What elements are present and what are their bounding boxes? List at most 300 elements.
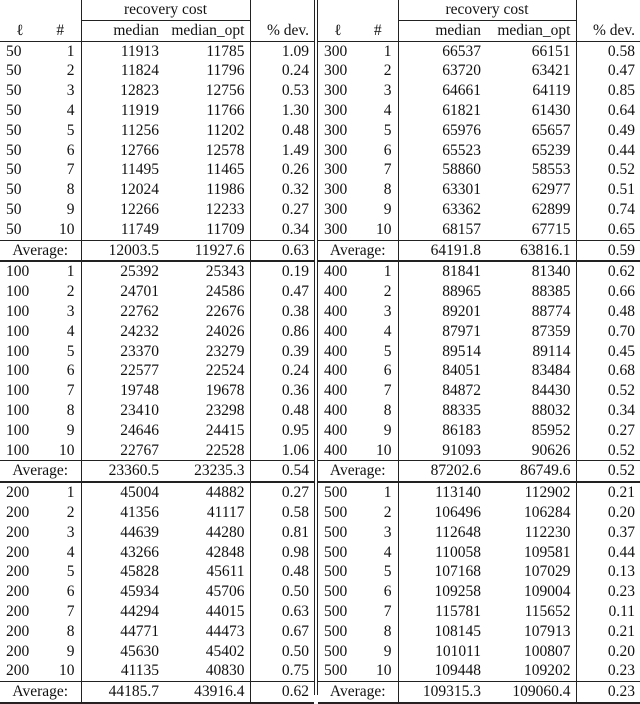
table-row <box>0 81 314 101</box>
table-row <box>0 482 314 503</box>
ell-cell: 500 <box>324 622 348 640</box>
ell-cell: 100 <box>6 283 30 301</box>
ell-cell: 300 <box>324 141 348 159</box>
table-row <box>0 200 314 220</box>
ell-cell: 300 <box>324 101 348 119</box>
dev-cell: 0.27 <box>250 482 314 503</box>
ell-cell: 400 <box>324 283 348 301</box>
ell-cell: 200 <box>6 622 30 640</box>
dev-cell: 0.49 <box>576 121 640 141</box>
header-recovery-cost: recovery cost <box>81 0 250 20</box>
instance-number-cell: 4 <box>66 101 75 119</box>
table-row <box>318 441 640 461</box>
median-opt-cell: 44882 <box>205 484 245 502</box>
median-opt-cell: 44473 <box>205 622 245 640</box>
average-dev: 0.62 <box>250 682 314 703</box>
ell-cell: 300 <box>324 82 348 100</box>
header-empty <box>318 0 398 20</box>
median-cell: 110058 <box>398 543 486 563</box>
instance-number-cell: 3 <box>66 302 75 320</box>
header-row-columns <box>318 20 640 41</box>
table-row <box>0 101 314 121</box>
average-median: 87202.6 <box>398 461 486 482</box>
instance-number-cell: 2 <box>383 503 392 521</box>
dev-cell: 0.62 <box>576 261 640 282</box>
header-row-group <box>318 0 640 20</box>
header-empty <box>576 0 640 20</box>
ell-cell: 400 <box>324 302 348 320</box>
table-row <box>0 160 314 180</box>
instance-number-cell: 5 <box>383 563 392 581</box>
median-opt-cell: 24586 <box>205 283 245 301</box>
median-cell: 58860 <box>398 160 486 180</box>
average-label: Average: <box>0 682 81 703</box>
ell-cell: 400 <box>324 401 348 419</box>
median-opt-cell: 89114 <box>532 342 571 360</box>
dev-cell: 0.23 <box>576 582 640 602</box>
table-row <box>0 282 314 302</box>
instance-number-cell: 5 <box>383 342 392 360</box>
instance-number-cell: 4 <box>66 543 75 561</box>
header-dev: % dev. <box>576 20 640 41</box>
instance-number-cell: 8 <box>383 401 392 419</box>
ell-cell: 100 <box>6 362 30 380</box>
table-row <box>318 261 640 282</box>
median-opt-cell: 84430 <box>531 382 571 400</box>
dev-cell: 0.50 <box>250 642 314 662</box>
ell-cell: 200 <box>6 503 30 521</box>
header-row-group <box>0 0 314 20</box>
instance-number-cell: 5 <box>383 121 392 139</box>
average-row <box>0 682 314 703</box>
header-row-columns <box>0 20 314 41</box>
instance-number-cell: 8 <box>66 622 75 640</box>
ell-cell: 50 <box>6 42 22 60</box>
instance-number-cell: 2 <box>66 283 75 301</box>
median-opt-cell: 63421 <box>531 62 571 80</box>
median-cell: 63720 <box>398 61 486 81</box>
dev-cell: 0.52 <box>576 381 640 401</box>
header-empty <box>250 0 314 20</box>
median-cell: 44294 <box>81 602 164 622</box>
table-row <box>0 401 314 421</box>
median-opt-cell: 45402 <box>205 642 245 660</box>
table-row <box>318 482 640 503</box>
ell-cell: 300 <box>324 200 348 218</box>
median-cell: 45630 <box>81 642 164 662</box>
instance-number-cell: 10 <box>59 441 75 459</box>
median-opt-cell: 65657 <box>531 121 571 139</box>
median-opt-cell: 88385 <box>531 283 571 301</box>
table-row <box>318 361 640 381</box>
dev-cell: 0.65 <box>576 220 640 240</box>
dev-cell: 0.52 <box>576 441 640 461</box>
dev-cell: 0.44 <box>576 543 640 563</box>
instance-number-cell: 4 <box>66 322 75 340</box>
median-cell: 101011 <box>398 642 486 662</box>
median-opt-cell: 107029 <box>524 563 571 581</box>
table-row <box>0 661 314 681</box>
median-cell: 81841 <box>398 261 486 282</box>
median-cell: 11495 <box>81 160 164 180</box>
median-cell: 84872 <box>398 381 486 401</box>
median-cell: 106496 <box>398 503 486 523</box>
instance-number-cell: 6 <box>66 141 75 159</box>
median-opt-cell: 109004 <box>524 583 571 601</box>
instance-number-cell: 10 <box>376 662 392 680</box>
median-opt-cell: 106284 <box>524 503 571 521</box>
median-cell: 89201 <box>398 302 486 322</box>
instance-number-cell: 2 <box>66 62 75 80</box>
median-opt-cell: 88032 <box>531 401 571 419</box>
median-opt-cell: 40830 <box>205 662 245 680</box>
median-opt-cell: 11796 <box>206 62 245 80</box>
ell-cell: 100 <box>6 441 30 459</box>
table-row <box>318 401 640 421</box>
average-row <box>318 682 640 703</box>
instance-number-cell: 9 <box>66 200 75 218</box>
median-cell: 112648 <box>398 523 486 543</box>
dev-cell: 0.47 <box>576 61 640 81</box>
table-row <box>318 302 640 322</box>
table-row <box>318 562 640 582</box>
median-cell: 84051 <box>398 361 486 381</box>
median-cell: 45004 <box>81 482 164 503</box>
ell-cell: 200 <box>6 642 30 660</box>
ell-cell: 200 <box>6 602 30 620</box>
dev-cell: 0.27 <box>250 200 314 220</box>
dev-cell: 0.13 <box>576 562 640 582</box>
ell-cell: 400 <box>324 421 348 439</box>
median-cell: 45934 <box>81 582 164 602</box>
instance-number-cell: 7 <box>383 161 392 179</box>
dev-cell: 0.98 <box>250 543 314 563</box>
table-row <box>318 121 640 141</box>
table-row <box>0 441 314 461</box>
ell-cell: 400 <box>324 382 348 400</box>
dev-cell: 0.21 <box>576 482 640 503</box>
header-empty <box>0 0 81 20</box>
median-opt-cell: 19678 <box>205 382 245 400</box>
median-opt-cell: 11766 <box>206 101 245 119</box>
median-cell: 12266 <box>81 200 164 220</box>
ell-cell: 500 <box>324 602 348 620</box>
median-opt-cell: 66151 <box>531 42 571 60</box>
median-opt-cell: 23279 <box>205 342 245 360</box>
dev-cell: 0.81 <box>250 523 314 543</box>
dev-cell: 0.45 <box>576 342 640 362</box>
median-opt-cell: 42848 <box>205 543 245 561</box>
average-dev: 0.54 <box>250 461 314 482</box>
median-cell: 24646 <box>81 421 164 441</box>
table-row <box>318 200 640 220</box>
median-opt-cell: 23298 <box>205 401 245 419</box>
average-median: 109315.3 <box>398 682 486 703</box>
dev-cell: 0.38 <box>250 302 314 322</box>
ell-cell: 300 <box>324 42 348 60</box>
average-row <box>318 240 640 261</box>
table-row <box>0 141 314 161</box>
ell-cell: 200 <box>6 484 30 502</box>
table-row <box>0 582 314 602</box>
median-opt-cell: 61430 <box>531 101 571 119</box>
median-opt-cell: 112230 <box>524 523 571 541</box>
ell-cell: 400 <box>324 322 348 340</box>
median-opt-cell: 58553 <box>531 161 571 179</box>
ell-cell: 100 <box>6 302 30 320</box>
average-label: Average: <box>318 682 398 703</box>
instance-number-cell: 1 <box>383 263 392 281</box>
dev-cell: 0.21 <box>576 622 640 642</box>
table-row <box>318 421 640 441</box>
dev-cell: 0.36 <box>250 381 314 401</box>
median-cell: 11919 <box>81 101 164 121</box>
median-cell: 109258 <box>398 582 486 602</box>
dev-cell: 0.47 <box>250 282 314 302</box>
dev-cell: 0.34 <box>576 401 640 421</box>
median-opt-cell: 45611 <box>206 563 245 581</box>
header-median: median <box>81 20 164 41</box>
table-row <box>0 342 314 362</box>
dev-cell: 0.50 <box>250 582 314 602</box>
average-label: Average: <box>0 240 81 261</box>
ell-cell: 50 <box>6 82 22 100</box>
median-cell: 63301 <box>398 180 486 200</box>
dev-cell: 0.48 <box>250 401 314 421</box>
dev-cell: 0.44 <box>576 141 640 161</box>
instance-number-cell: 2 <box>383 62 392 80</box>
table-row <box>0 642 314 662</box>
ell-cell: 500 <box>324 543 348 561</box>
ell-cell: 400 <box>324 342 348 360</box>
table-row <box>318 220 640 240</box>
table-row <box>0 41 314 61</box>
ell-cell: 500 <box>324 503 348 521</box>
median-cell: 23410 <box>81 401 164 421</box>
median-cell: 63362 <box>398 200 486 220</box>
table-row <box>0 261 314 282</box>
dev-cell: 0.48 <box>576 302 640 322</box>
table-row <box>318 282 640 302</box>
median-cell: 88335 <box>398 401 486 421</box>
average-median-opt: 63816.1 <box>486 240 576 261</box>
median-cell: 11824 <box>81 61 164 81</box>
median-opt-cell: 100807 <box>524 642 571 660</box>
ell-cell: 300 <box>324 121 348 139</box>
ell-cell: 300 <box>324 181 348 199</box>
median-opt-cell: 62899 <box>531 200 571 218</box>
average-median: 23360.5 <box>81 461 164 482</box>
ell-cell: 50 <box>6 161 22 179</box>
average-median-opt: 43916.4 <box>164 682 250 703</box>
ell-cell: 200 <box>6 563 30 581</box>
dev-cell: 0.53 <box>250 81 314 101</box>
header-median: median <box>398 20 486 41</box>
median-cell: 22762 <box>81 302 164 322</box>
ell-cell: 100 <box>6 342 30 360</box>
dev-cell: 0.37 <box>576 523 640 543</box>
instance-number-cell: 8 <box>383 181 392 199</box>
table-row <box>318 61 640 81</box>
dev-cell: 0.24 <box>250 361 314 381</box>
table-row <box>0 361 314 381</box>
median-cell: 68157 <box>398 220 486 240</box>
dev-cell: 0.52 <box>576 160 640 180</box>
instance-number-cell: 2 <box>66 503 75 521</box>
instance-number-cell: 8 <box>66 401 75 419</box>
median-opt-cell: 44015 <box>205 602 245 620</box>
table-row <box>318 602 640 622</box>
ell-cell: 100 <box>6 322 30 340</box>
ell-cell: 300 <box>324 220 348 238</box>
table-row <box>318 101 640 121</box>
average-dev: 0.23 <box>576 682 640 703</box>
table-row <box>0 421 314 441</box>
table-row <box>318 523 640 543</box>
median-opt-cell: 12756 <box>205 82 245 100</box>
median-opt-cell: 45706 <box>205 583 245 601</box>
instance-number-cell: 10 <box>376 220 392 238</box>
table-row <box>0 523 314 543</box>
dev-cell: 1.06 <box>250 441 314 461</box>
ell-cell: 100 <box>6 421 30 439</box>
instance-number-cell: 9 <box>383 200 392 218</box>
median-opt-cell: 107913 <box>524 622 571 640</box>
results-table-right <box>318 0 640 704</box>
median-opt-cell: 11709 <box>206 220 245 238</box>
ell-cell: 50 <box>6 121 22 139</box>
instance-number-cell: 10 <box>59 220 75 238</box>
average-label: Average: <box>0 461 81 482</box>
median-opt-cell: 12233 <box>205 200 245 218</box>
instance-number-cell: 1 <box>66 263 75 281</box>
dev-cell: 0.70 <box>576 322 640 342</box>
ell-cell: 500 <box>324 484 348 502</box>
header-ell: ℓ <box>0 20 40 41</box>
average-label: Average: <box>318 240 398 261</box>
average-dev: 0.63 <box>250 240 314 261</box>
table-row <box>318 322 640 342</box>
header-median-opt: median_opt <box>486 20 576 41</box>
dev-cell: 0.39 <box>250 342 314 362</box>
table-row <box>0 562 314 582</box>
median-opt-cell: 64119 <box>532 82 571 100</box>
dev-cell: 0.32 <box>250 180 314 200</box>
median-opt-cell: 67715 <box>531 220 571 238</box>
ell-cell: 50 <box>6 181 22 199</box>
median-opt-cell: 41117 <box>206 503 245 521</box>
dev-cell: 0.58 <box>576 41 640 61</box>
table-row <box>0 322 314 342</box>
instance-number-cell: 3 <box>383 523 392 541</box>
ell-cell: 100 <box>6 401 30 419</box>
median-cell: 12024 <box>81 180 164 200</box>
table-row <box>318 503 640 523</box>
dev-cell: 0.20 <box>576 642 640 662</box>
instance-number-cell: 2 <box>383 283 392 301</box>
table-row <box>0 602 314 622</box>
table-row <box>318 582 640 602</box>
dev-cell: 1.09 <box>250 41 314 61</box>
median-cell: 43266 <box>81 543 164 563</box>
ell-cell: 300 <box>324 62 348 80</box>
table-row <box>318 381 640 401</box>
instance-number-cell: 7 <box>383 382 392 400</box>
median-cell: 65523 <box>398 141 486 161</box>
ell-cell: 50 <box>6 62 22 80</box>
median-cell: 24232 <box>81 322 164 342</box>
dev-cell: 1.49 <box>250 141 314 161</box>
ell-cell: 400 <box>324 263 348 281</box>
median-opt-cell: 22676 <box>205 302 245 320</box>
table-row <box>318 41 640 61</box>
table-row <box>318 81 640 101</box>
median-cell: 107168 <box>398 562 486 582</box>
table-row <box>318 141 640 161</box>
table-row <box>0 622 314 642</box>
median-cell: 41135 <box>81 661 164 681</box>
ell-cell: 100 <box>6 382 30 400</box>
median-cell: 44639 <box>81 523 164 543</box>
instance-number-cell: 9 <box>66 642 75 660</box>
instance-number-cell: 6 <box>66 362 75 380</box>
median-cell: 11256 <box>81 121 164 141</box>
ell-cell: 200 <box>6 543 30 561</box>
median-cell: 12823 <box>81 81 164 101</box>
median-cell: 25392 <box>81 261 164 282</box>
average-dev: 0.52 <box>576 461 640 482</box>
header-median-opt: median_opt <box>164 20 250 41</box>
median-cell: 113140 <box>398 482 486 503</box>
dev-cell: 0.51 <box>576 180 640 200</box>
table-row <box>318 180 640 200</box>
ell-cell: 500 <box>324 563 348 581</box>
median-cell: 109448 <box>398 661 486 681</box>
header-number: # <box>358 20 398 41</box>
table-row <box>318 661 640 681</box>
instance-number-cell: 1 <box>66 484 75 502</box>
median-opt-cell: 81340 <box>531 263 571 281</box>
instance-number-cell: 9 <box>383 421 392 439</box>
table-row <box>0 121 314 141</box>
median-cell: 86183 <box>398 421 486 441</box>
average-label: Average: <box>318 461 398 482</box>
instance-number-cell: 7 <box>66 602 75 620</box>
median-opt-cell: 11785 <box>206 42 245 60</box>
median-opt-cell: 22528 <box>205 441 245 459</box>
median-opt-cell: 109581 <box>524 543 571 561</box>
instance-number-cell: 7 <box>66 382 75 400</box>
average-dev: 0.59 <box>576 240 640 261</box>
table-row <box>318 622 640 642</box>
ell-cell: 50 <box>6 141 22 159</box>
median-opt-cell: 85952 <box>531 421 571 439</box>
median-opt-cell: 109202 <box>524 662 571 680</box>
instance-number-cell: 9 <box>66 421 75 439</box>
instance-number-cell: 6 <box>383 362 392 380</box>
ell-cell: 400 <box>324 441 348 459</box>
instance-number-cell: 5 <box>66 342 75 360</box>
ell-cell: 500 <box>324 642 348 660</box>
ell-cell: 200 <box>6 583 30 601</box>
dev-cell: 0.68 <box>576 361 640 381</box>
average-median: 12003.5 <box>81 240 164 261</box>
median-cell: 115781 <box>398 602 486 622</box>
average-median-opt: 109060.4 <box>486 682 576 703</box>
median-opt-cell: 90626 <box>531 441 571 459</box>
instance-number-cell: 8 <box>66 181 75 199</box>
table-row <box>318 543 640 563</box>
